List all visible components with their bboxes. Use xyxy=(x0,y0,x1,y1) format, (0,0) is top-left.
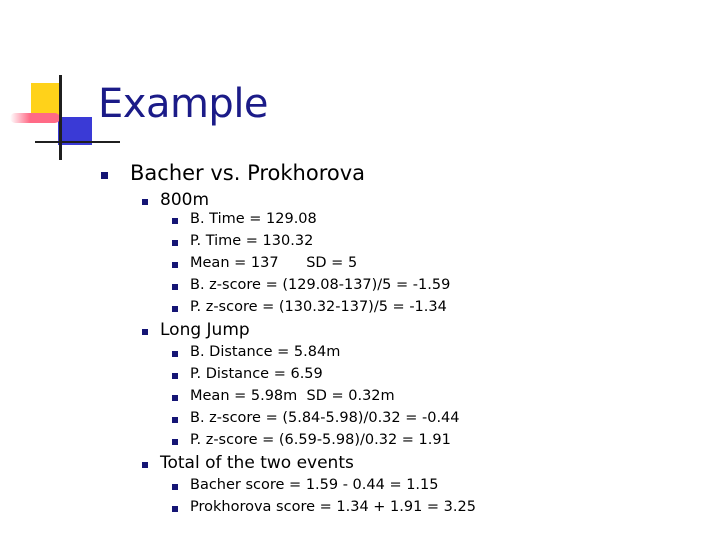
bullet-icon xyxy=(172,439,178,445)
list-item: Mean = 5.98m SD = 0.32m xyxy=(190,388,395,404)
bullet-icon xyxy=(172,306,178,312)
bullet-icon xyxy=(142,462,148,468)
bullet-icon xyxy=(172,484,178,490)
bullet-icon xyxy=(172,240,178,246)
list-item: B. Distance = 5.84m xyxy=(190,344,341,360)
list-item: P. Distance = 6.59 xyxy=(190,366,323,382)
bullet-icon xyxy=(172,262,178,268)
list-item: P. z-score = (6.59-5.98)/0.32 = 1.91 xyxy=(190,432,451,448)
slide-title: Example xyxy=(98,81,269,127)
list-item: B. z-score = (5.84-5.98)/0.32 = -0.44 xyxy=(190,410,460,426)
list-item: Mean = 137 SD = 5 xyxy=(190,255,358,271)
bullet-icon xyxy=(172,284,178,290)
bullet-icon xyxy=(172,417,178,423)
list-item: P. z-score = (130.32-137)/5 = -1.34 xyxy=(190,299,447,315)
list-item: Bacher score = 1.59 - 0.44 = 1.15 xyxy=(190,477,439,493)
bullet-icon xyxy=(172,506,178,512)
section-800m-heading: 800m xyxy=(160,190,210,210)
bullet-level1-text: Bacher vs. Prokhorova xyxy=(130,161,366,185)
list-item: B. Time = 129.08 xyxy=(190,211,317,227)
bullet-icon xyxy=(142,329,148,335)
bullet-icon xyxy=(172,373,178,379)
bullet-icon xyxy=(172,218,178,224)
bullet-icon xyxy=(172,351,178,357)
list-item: P. Time = 130.32 xyxy=(190,233,314,249)
bullet-icon xyxy=(172,395,178,401)
section-total-heading: Total of the two events xyxy=(160,453,354,473)
list-item: Prokhorova score = 1.34 + 1.91 = 3.25 xyxy=(190,499,476,515)
bullet-icon xyxy=(142,199,148,205)
list-item: B. z-score = (129.08-137)/5 = -1.59 xyxy=(190,277,451,293)
section-longjump-heading: Long Jump xyxy=(160,320,250,340)
bullet-icon xyxy=(101,172,108,179)
